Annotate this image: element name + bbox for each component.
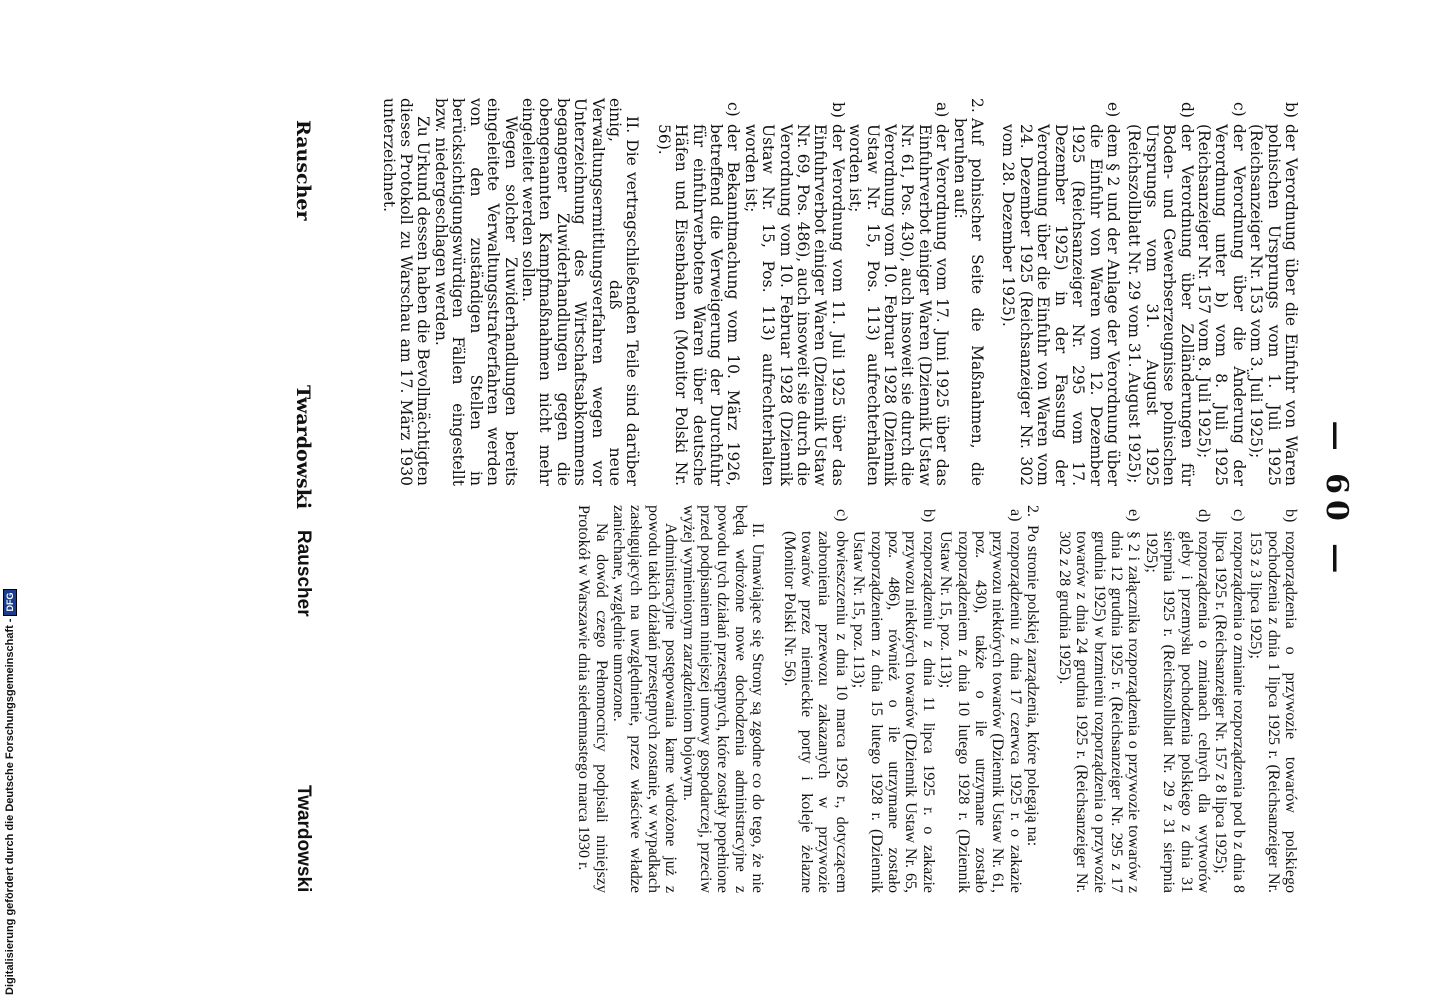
german-item-c xyxy=(1195,98,1247,486)
dfg-logo: DFG xyxy=(3,589,17,616)
polish-section-2 xyxy=(1024,505,1041,893)
item-label: b) xyxy=(828,102,847,118)
item-text: dem § 2 und der Anlage der Verordnung über die Einfuhr von Waren vom 12. Dezember 1925 (Reichsanzeiger Nr. 295 vom 17. Dezember 1925) in der Fassung der Verordnung über die Einfuhr von Waren vom 24. Dezember 1925 (Reichsanzeiger Nr. 302 vom 28. Dezember 1925). xyxy=(999,124,1122,486)
german-item-b xyxy=(1247,98,1299,486)
german-s2-item-b xyxy=(741,98,845,486)
section-text: Po stronie polskiej zarządzenia, które polegają na: xyxy=(1024,525,1042,847)
german-s2-item-a xyxy=(846,98,950,486)
item-text: der Bekanntmachung vom 10. März 1926, betreffend die Verweigerung der Durchfuhr für einfuhrverbotene Waren über deutsche Häfen und Eisenbahnen (Monitor Polski Nr. 56). xyxy=(654,124,743,486)
german-column xyxy=(379,98,1299,486)
item-text: der Verordnung vom 11. Juli 1925 über das Einfuhrverbot einiger Waren (Dziennik Ustaw Nr. 69, Pos. 486), auch insoweit sie durch die Verordnung vom 10. Februar 1928 (Dziennik Ustaw Nr. 15, Pos. 113) aufrechterhalten worden ist; xyxy=(741,124,847,486)
german-item-e xyxy=(999,98,1121,486)
german-s2-item-c xyxy=(654,98,741,486)
page-number: — 60 — xyxy=(1319,420,1354,580)
item-text: rozporządzenia o zmianie rozporządzenia pod b z dnia 8 lipca 1925 r. (Reichsanzeiger Nr. 157 z 8 lipca 1925); xyxy=(1212,531,1247,893)
polish-item-d xyxy=(1142,505,1212,893)
item-text: rozporządzeniu z dnia 17 czerwca 1925 r. o zakazie przywozu niektórych towarów (Dziennik Ustaw Nr. 61, poz. 430), także o ile utrzymane zostało rozporządzeniem z dnia 10 lutego 1928 r. (Dziennik Ustaw Nr. 15, poz. 113); xyxy=(937,531,1024,893)
item-text: rozporządzenia o zmianach celnych dla wytworów gleby i przemysłu pochodzenia polskiego z dnia 31 sierpnia 1925 r. (Reichszollblatt Nr. 29 z 31 sierpnia 1925); xyxy=(1142,531,1212,893)
item-label: a) xyxy=(933,102,952,118)
german-signature-twardowski: Twardowski xyxy=(292,385,314,510)
polish-paragraph-ii: II. Umawiające się Strony są zgodne co do tego, że nie będą wdrożone nowe dochodzenia administracyjne z powodu tych działań przestępnych, które zostały popełnione przed podpisaniem niniejszej umowy gospodarczej, przeciw wyżej wymienionym zarządzeniom bojowym. xyxy=(679,505,767,893)
digitization-note: Digitalisierung gefördert durch die Deutsche Forschungsgemeinschaft - DFG xyxy=(2,595,18,995)
german-section-2 xyxy=(950,98,985,486)
polish-s2-item-a xyxy=(937,505,1024,893)
polish-item-e xyxy=(1055,505,1142,893)
item-text: rozporządzeniu z dnia 11 lipca 1925 r. o zakazie przywozu niektórych towarów (Dziennik Ustaw Nr. 65, poz. 486), również o ile utrzymane zostało rozporządzeniem z dnia 15 lutego 1928 r. (Dziennik Ustaw Nr. 15, poz. 113); xyxy=(850,531,937,893)
item-text: obwieszczeniu z dnia 10 marca 1926 r., dotyczącem zabronienia przewozu zakazanych w przywozie towarów przez niemieckie porty i koleje żelazne (Monitor Polski Nr. 56). xyxy=(780,531,850,893)
polish-s2-item-c xyxy=(780,505,850,893)
german-paragraph-ii: II. Die vertragschließenden Teile sind darüber einig, daß neue Verwaltungsermittlungsverfahren wegen vor Unterzeichnung des Wirtschaftsabkommens begangener Zuwiderhandlungen gegen die obengenannten Kampfmaßnahmen nicht mehr eingeleitet werden sollen. xyxy=(518,98,642,486)
polish-paragraph-2: Administracyjne postępowania karne wdrożone już z powodu takich działań przestępnych zostanie, w wypadkach zasługujących na uwzględnienie, przez właściwe władze zaniechane, względnie umorzone. xyxy=(609,505,680,893)
item-text: der Verordnung über die Einfuhr von Waren polnischen Ursprungs vom 1. Juli 1925 (Reichsanzeiger Nr. 153 vom 3. Juli 1925); xyxy=(1247,124,1300,486)
item-label: c) xyxy=(1229,102,1248,117)
german-item-d xyxy=(1125,98,1195,486)
german-signature-rauscher: Rauscher xyxy=(292,120,314,221)
german-paragraph-2: Wegen solcher Zuwiderhandlungen bereits eingeleitete Verwaltungsstrafverfahren werden von den zuständigen Stellen in berücksichtigungswürdigen Fällen eingestellt bzw. niedergeschlagen werden. xyxy=(431,98,520,486)
polish-item-c xyxy=(1212,505,1247,893)
item-text: der Verordnung über Zolländerungen für Boden- und Gewerbserzeugnisse polnischen Ursprungs vom 31. August 1925 (Reichszollblatt Nr. 29 vom 31. August 1925); xyxy=(1125,124,1196,486)
polish-signature-rauscher: Rauscher xyxy=(293,530,314,617)
item-label: e) xyxy=(1125,509,1143,522)
item-label: b) xyxy=(919,509,937,523)
item-text: der Verordnung über die Änderung der Verordnung unter b) vom 8. Juli 1925 (Reichsanzeiger Nr. 157 vom 8. Juli 1925); xyxy=(1194,124,1248,486)
polish-paragraph-3: Na dowód czego Pełnomocnicy podpisali niniejszy Protokół w Warszawie dnia siedemnastego marca 1930 r. xyxy=(575,505,610,893)
digitization-text: Digitalisierung gefördert durch die Deutsche Forschungsgemeinschaft xyxy=(4,625,16,995)
polish-item-b xyxy=(1247,505,1299,893)
item-text: der Verordnung vom 17. Juni 1925 über das Einfuhrverbot einiger Waren (Dziennik Ustaw Nr. 61, Pos. 430), auch insoweit sie durch die Verordnung vom 10. Februar 1928 (Dziennik Ustaw Nr. 15, Pos. 113) aufrechterhalten worden ist; xyxy=(846,124,952,486)
item-label: d) xyxy=(1194,509,1212,523)
polish-signature-twardowski: Twardowski xyxy=(293,785,314,893)
item-label: c) xyxy=(832,509,850,522)
item-text: § 2 i załącznika rozporządzenia o przywozie towarów z dnia 12 grudnia 1925 r. (Reichsanzeiger Nr. 295 z 17 grudnia 1925) w brzmieniu rozporządzenia o przywozie towarów z dnia 24 grudnia 1925 r. (Reichsanzeiger Nr. 302 z 28 grudnia 1925). xyxy=(1055,531,1143,893)
section-label: 2. xyxy=(1024,505,1042,517)
polish-s2-item-b xyxy=(850,505,937,893)
item-label: e) xyxy=(1103,102,1122,118)
item-label: b) xyxy=(1282,102,1300,118)
section-label: 2. xyxy=(968,98,987,113)
item-text: rozporządzenia o przywozie towarów polskiego pochodzenia z dnia 1 lipca 1925 r. (Reichsanzeiger Nr. 153 z 3 lipca 1925); xyxy=(1247,531,1299,893)
item-label: b) xyxy=(1282,509,1299,523)
polish-column xyxy=(575,505,1299,893)
item-label: a) xyxy=(1006,509,1024,522)
section-text: Auf polnischer Seite die Maßnahmen, die beruhen auf: xyxy=(950,118,987,486)
item-label: d) xyxy=(1177,102,1196,118)
item-label: c) xyxy=(724,102,743,117)
german-paragraph-3: Zu Urkund dessen haben die Bevollmächtigten dieses Protokoll zu Warschau am 17. März 1930 unterzeichnet. xyxy=(379,98,433,486)
item-label: c) xyxy=(1229,509,1247,522)
